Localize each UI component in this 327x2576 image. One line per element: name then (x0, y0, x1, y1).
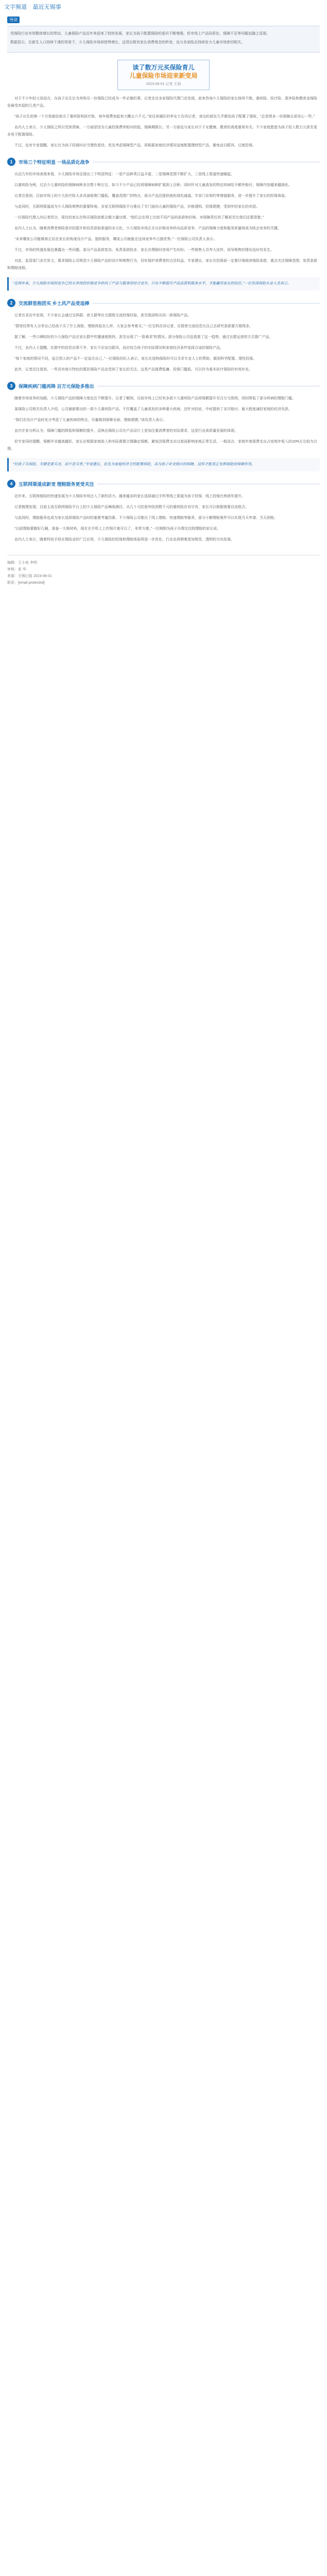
publish-info: 2023-06-01 记者 王雨 (146, 82, 181, 86)
footer-review: 审核：张 华 (7, 568, 26, 571)
body-part-4 (7, 395, 320, 453)
paragraph: 业内专家分析认为，保障门槛的降低和保额的提升，反映出保险公司在产品设计上更加注重消费者的实际需求，这是行业高质量发展的体现。 (14, 429, 238, 433)
intro-tag: 导读 (7, 16, 20, 23)
paragraph: 一位保险代理人向记者坦言，现在的家长在购买保险前都会做大量功课，“他们会在网上比较不同产品的条款和价格，对保障责任的了解甚至比我们还要清楚。” (14, 216, 264, 219)
paragraph: 不过，业内人士提醒，社群中的信息良莠不齐，家长不应盲目跟风，而应结合孩子的实际情况和家庭经济条件选择合适的保险产品。 (14, 346, 223, 350)
breadcrumb-section[interactable]: 文字频道 (4, 4, 27, 10)
pull-quote (7, 458, 320, 471)
footer-contact[interactable]: 联系：[email protected] (7, 581, 45, 585)
paragraph: 记者在采访中发现，不少家长会通过宝妈群、育儿群等社交群组交流投保经验，甚至组团购买同一款保险产品。 (14, 314, 191, 317)
intro-box (7, 26, 320, 53)
paragraph: 业内人士认为，随着消费者保险意识的提升和信息获取渠道的多元化，少儿保险市场正在从价格竞争转向品质竞争，产品的保障力度和服务质量将成为险企竞争的关键。 (14, 227, 281, 230)
breadcrumb (0, 0, 327, 13)
page (0, 0, 327, 612)
paragraph: 不过，也有专家提醒，家长在为孩子投保时应当理性看待，优先考虑保障型产品，再根据家庭经济情况适度配置理财型产品，避免盲目跟风、过度投保。 (14, 144, 256, 147)
paragraph: 业内人士表示，随着科技手段在保险业的广泛应用，少儿保险的投保和理赔体验将进一步优化，行业也将朝着更加规范、透明的方向发展。 (14, 538, 234, 541)
section-title: 互联网渠道成新宠 理赔服务更受关注 (19, 481, 94, 487)
paragraph: “孩子出生的第一个月我就给他买了重疾险和医疗险，每年保费加起来大概五六千元。”家住滨湖区的李女士告诉记者，身边的朋友几乎都给孩子配置了保险，“总觉得多一份保障会更安心一些。” (14, 115, 315, 118)
page-subtitle: 儿童保险市场迎来新变局 (129, 72, 198, 79)
breadcrumb-separator: · (29, 4, 31, 10)
paragraph: 对此，监管部门多次发文，要求保险公司规范少儿保险产品的设计和销售行为，切实保护消费者的合法权益。专家建议，家长在投保前一定要仔细阅读保险条款，重点关注保障范围、免责条款和理赔流程。 (7, 259, 317, 270)
paragraph: 记者注意到，目前市场上的少儿医疗险大多具备报销门槛低、覆盖范围广的特点，部分产品还提供就医绿色通道、专家门诊预约等增值服务，进一步提升了家长的投保体验。 (14, 194, 288, 198)
bottom-spacer (7, 586, 320, 602)
paragraph: 近年来，互联网保险的快速发展为少儿保险市场注入了新的活力。越来越多的家长选择通过手机等线上渠道为孩子投保，线上投保比例逐年提升。 (14, 495, 245, 498)
section-title: 保障疾病门槛再降 百万元保险多推出 (19, 383, 94, 389)
pull-quote-text: “近两年来，少儿保险市场的竞争已经从单纯的价格竞争转向了产品与服务的综合竞争，只有不断提升产品品质和服务水平，才能赢得家长的信任。”一位资深保险从业人员表示。 (13, 282, 291, 285)
paragraph: 记者梳理发现，目前主流互联网保险平台上的少儿保险产品琳琅满目，从几十元的意外险到数千元的重疾险应有尽有，家长可以根据需要自由组合。 (14, 505, 249, 509)
paragraph: “我们在设计产品时充分考虑了儿童疾病的特点，尽量做到保障全面、理赔便捷。”该负责人表示。 (14, 418, 167, 422)
intro-paragraph: 数据显示，在新生人口持续下滑的背景下，少儿保险市场却逆势增长，这背后既有家长消费观念的转变，也与各家险企持续发力儿童市场密切相关。 (10, 41, 245, 44)
paragraph: 不过，市场的快速发展也暴露出一些问题。部分产品条款复杂、免责条款较多，家长在理赔时容易产生纠纷；一些销售人员夸大宣传、误导销售的情况也时有发生。 (14, 248, 274, 252)
pull-quote-text: “给孩子买保险，关键是要买对，而不是买贵。”专家建议，优先为家庭经济支柱配置保险，再为孩子补充相应的保障，这样才能真正发挥保险的保障作用。 (13, 463, 255, 466)
paragraph: “群里经常有人分享自己给孩子买了什么保险，理赔体验怎么样，大家会参考着买。”一位宝妈告诉记者，在群里交流信息比自己去研究条款要方便得多。 (14, 325, 253, 328)
paragraph: 业内人士表示，少儿保险之所以受到青睐，一方面是因为儿童投保费率相对较低，保障期限长；另一方面也与家长对于子女健康、教育的高度重视有关。不少家庭愿意为孩子投入数万元甚至更多用于配置保险。 (7, 126, 317, 137)
paragraph: 随着市场竞争的加剧，少儿保险产品的保障力度也在不断提升。记者了解到，目前市场上已经有多款少儿重疾险产品将保额提升至百万元级别，同时降低了部分疾病的理赔门槛。 (14, 397, 296, 400)
pull-quote (7, 277, 320, 291)
paragraph: “每个家庭的情况不同，适合别人的产品不一定适合自己。”一位保险经纪人表示，家长在选购保险时可以寻求专业人士的帮助，做到科学配置、理性投保。 (14, 357, 257, 361)
article-footer (7, 555, 320, 586)
section-heading-3 (7, 382, 320, 390)
body-part-2 (7, 171, 320, 272)
body-part-1 (7, 95, 320, 149)
paragraph: “以前理赔要跑好几趟，准备一大堆材料，现在在手机上上传照片就可以了，非常方便。”一位刚刚为孩子办理完住院理赔的家长说。 (14, 527, 221, 531)
article (0, 13, 327, 612)
hero-frame (117, 60, 209, 90)
paragraph: 某保险公司相关负责人介绍，公司最新推出的一款少儿重疾险产品，不仅覆盖了儿童高发的多种重大疾病，还针对轻症、中症提供了多次赔付，最大程度减轻家庭的经济负担。 (14, 408, 292, 411)
page-title: 读了数万元买保险育儿 (132, 64, 195, 71)
section-heading-1 (7, 158, 320, 166)
section-number: 4 (7, 480, 15, 488)
hero (7, 60, 320, 90)
intro-paragraph: 受保险行业市场整体增长的带动，儿童保险产品近年来迎来了较快发展，家长为孩子配置保险的意识不断增强，但市场上产品同质化、保障不足等问题也随之显现。 (10, 32, 270, 36)
body-part-5 (7, 493, 320, 544)
footer-source: 来源：无锡日报 2023-06-01 (7, 574, 52, 578)
paragraph: “未来哪家公司能够真正站在家长的角度设计产品、提供服务，哪家公司就能在这场竞争中占据优势。”一位保险公司负责人表示。 (14, 238, 217, 241)
section-number: 2 (7, 299, 15, 307)
section-number: 1 (7, 158, 15, 166)
paragraph: 从近几年的市场表现来看，少儿保险市场呈现出三个明显特征：一是产品种类日益丰富，二是保障范围不断扩大，三是线上渠道快速崛起。 (14, 173, 234, 176)
section-heading-2 (7, 299, 320, 307)
section-number: 3 (7, 382, 15, 390)
paragraph: 与此同时，理赔服务也成为家长选择保险产品时的重要考量因素。不少保险公司推出了线上理赔、快速理赔等服务，部分小额理赔案件可以实现当天申请、当天到账。 (14, 516, 278, 520)
paragraph: 与此同时，互联网渠道成为少儿保险销售的重要阵地。多家互联网保险平台推出了专门面向儿童的保险产品，价格透明、投保便捷，受到年轻家长的欢迎。 (14, 205, 260, 209)
paragraph: 对于不少年轻父母而言，在孩子出生后为其购买一份保险已经成为一件必做的事。记者走访多家保险代理门店发现，前来咨询少儿保险的家长络绎不绝，重疾险、医疗险、意外险和教育金保险是最受欢迎的几类产品。 (7, 97, 317, 108)
paragraph: 此外，记者还注意到，一些具有地方特色的惠民保险产品也受到了家长的关注。这类产品保费低廉、投保门槛低，可以作为基本医疗保险的有效补充。 (14, 368, 252, 371)
paragraph: 据了解，一些口碑较好的少儿保险产品在家长群中传播速度极快，甚至出现了“一险难求”的情况。部分保险公司也看准了这一趋势，通过社群运营的方式推广产品。 (14, 335, 273, 339)
footer-editor: 编辑：王小鱼 李明 (7, 561, 37, 565)
paragraph: 但专家同时提醒，保额并非越高越好，家长应根据家庭收入和实际需要合理确定保额，避免因保费支出过高而影响家庭正常生活。一般而言，家庭年度保费支出占家庭年收入的10%左右较为合理。 (7, 440, 318, 451)
body-part-3 (7, 312, 320, 374)
section-title: 交流群里抱团买 乡土风产品受追捧 (19, 300, 90, 306)
section-heading-4 (7, 480, 320, 488)
breadcrumb-sub[interactable]: 最近无锡事 (32, 4, 61, 10)
section-title: 市场三个特征明显 一场品质化战争 (19, 159, 90, 165)
paragraph: 以重疾险为例，过去少儿重疾险的保障病种多在数十种左右，如今不少产品已经将保障病种扩展到上百种，同时针对儿童高发的特定疾病给予额外赔付，保障内容越来越细化。 (14, 183, 292, 187)
